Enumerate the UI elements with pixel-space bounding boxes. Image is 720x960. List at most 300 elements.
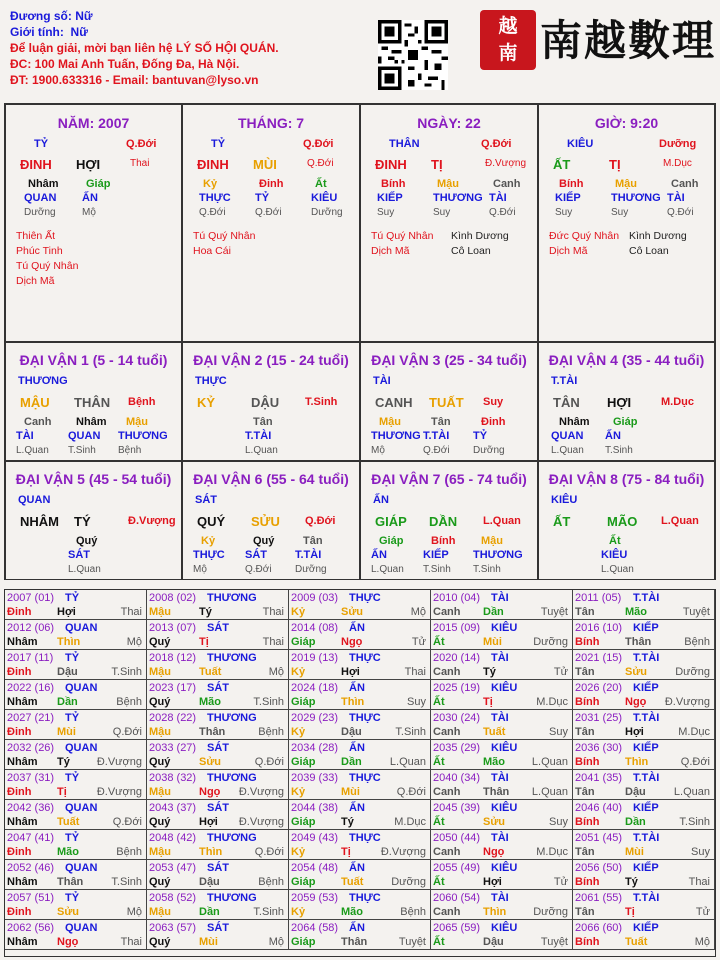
hidden-phase: Mộ	[82, 207, 96, 218]
owner-label: Đương số:	[10, 9, 72, 23]
dai-van-tail: T.Sinh	[305, 396, 338, 408]
chart-grid	[4, 103, 716, 580]
year-branch: Dần	[341, 756, 362, 768]
year-cell	[5, 680, 147, 710]
year-phase: Mộ	[410, 606, 426, 618]
header-line-3: Để luận giải, mời bạn liên hệ LÝ SỐ HỘI QUÁN.	[10, 41, 279, 55]
year-phase: Đ.Vượng	[380, 846, 426, 858]
year-god: T.TÀI	[633, 592, 660, 604]
year-branch: Ngọ	[199, 786, 221, 798]
hidden-god: SÁT	[68, 549, 90, 561]
year-label: 2034 (28)	[291, 742, 339, 754]
year-god: KIẾP	[633, 922, 659, 934]
year-stem: Nhâm	[7, 756, 38, 768]
year-stem: Nhâm	[7, 816, 38, 828]
hidden-god: TÀI	[489, 192, 507, 204]
year-stem: Nhâm	[7, 876, 38, 888]
year-god: KIẾP	[633, 682, 659, 694]
year-phase: Q.Đới	[396, 786, 426, 798]
year-label: 2050 (44)	[433, 832, 481, 844]
year-stem: Canh	[433, 726, 461, 738]
year-god: THỰC	[349, 892, 381, 904]
year-branch: Dần	[199, 906, 220, 918]
year-phase: Q.Đới	[112, 726, 142, 738]
year-stem: Ất	[433, 696, 445, 708]
hidden-phase: Q.Đới	[489, 207, 516, 218]
year-phase: Dưỡng	[675, 666, 710, 678]
dai-van-title: ĐẠI VẬN 2 (15 - 24 tuổi)	[193, 352, 349, 368]
year-phase: Bệnh	[116, 846, 142, 858]
year-label: 2026 (20)	[575, 682, 623, 694]
year-label: 2056 (50)	[575, 862, 623, 874]
pillar-tail: Q.Đới	[126, 138, 157, 150]
dai-van-stem: KỶ	[197, 395, 216, 410]
year-phase: Tuyệt	[682, 606, 710, 618]
year-cell	[5, 920, 147, 950]
year-god: QUAN	[65, 862, 98, 874]
hidden-god: KIÊU	[601, 549, 628, 561]
year-stem: Quý	[149, 756, 171, 768]
year-god: THƯƠNG	[207, 652, 257, 664]
star-label: Tú Quý Nhân	[193, 230, 256, 242]
hidden-phase: Mộ	[371, 445, 385, 456]
pillar-stem: ĐINH	[20, 157, 52, 172]
pillar-cell	[538, 104, 715, 342]
hidden-phase: L.Quan	[551, 445, 584, 456]
year-label: 2064 (58)	[291, 922, 339, 934]
year-stem: Tân	[575, 906, 595, 918]
star-label: Dịch Mã	[371, 245, 410, 257]
year-phase: Dưỡng	[391, 876, 426, 888]
year-cell	[147, 590, 289, 620]
hidden-phase: T.Sinh	[473, 564, 501, 575]
pillar-tail-2: Q.Đới	[307, 158, 334, 169]
hidden-stem: Bính	[559, 178, 584, 190]
year-cell	[147, 710, 289, 740]
dai-van-stem: TÂN	[553, 395, 580, 410]
year-cell	[431, 920, 573, 950]
year-god: TỶ	[65, 592, 80, 604]
year-label: 2045 (39)	[433, 802, 481, 814]
dai-van-stem: ẤT	[553, 514, 571, 529]
hidden-phase: Suy	[433, 207, 451, 218]
year-phase: Bệnh	[258, 876, 284, 888]
dai-van-god: THỰC	[195, 375, 227, 387]
year-branch: Sửu	[341, 606, 364, 618]
year-stem: Bính	[575, 696, 600, 708]
year-stem: Tân	[575, 666, 595, 678]
year-branch: Thìn	[199, 846, 223, 858]
pillar-branch: TỊ	[431, 157, 443, 172]
year-branch: Thân	[625, 636, 652, 648]
year-branch: Thìn	[57, 636, 81, 648]
year-stem: Đinh	[7, 606, 32, 618]
year-label: 2047 (41)	[7, 832, 55, 844]
year-stem: Giáp	[291, 876, 316, 888]
year-cell	[289, 770, 431, 800]
year-phase: Thai	[404, 666, 426, 678]
header-line-1	[10, 8, 370, 24]
year-god: SÁT	[207, 802, 229, 814]
hidden-stem: Quý	[76, 535, 98, 547]
star-label: Thiên Ất	[16, 230, 56, 242]
year-cell	[147, 860, 289, 890]
year-branch: Hợi	[341, 666, 360, 678]
year-label: 2048 (42)	[149, 832, 197, 844]
year-god: THƯƠNG	[207, 892, 257, 904]
year-stem: Quý	[149, 816, 171, 828]
year-cell	[147, 740, 289, 770]
header-line-4: ĐC: 100 Mai Anh Tuấn, Đống Đa, Hà Nội.	[10, 57, 240, 71]
hidden-god: T.TÀI	[295, 549, 322, 561]
year-phase: Tuyệt	[540, 936, 568, 948]
year-stem: Bính	[575, 636, 600, 648]
year-branch: Hợi	[625, 726, 644, 738]
year-branch: Hợi	[199, 816, 218, 828]
year-god: THƯƠNG	[207, 592, 257, 604]
hidden-phase: T.Sinh	[68, 445, 96, 456]
year-god: TÀI	[491, 592, 509, 604]
year-stem: Nhâm	[7, 696, 38, 708]
gender-value: Nữ	[70, 25, 88, 39]
year-god: TỶ	[65, 832, 80, 844]
year-label: 2021 (15)	[575, 652, 623, 664]
year-branch: Tuất	[57, 816, 80, 828]
year-stem: Đinh	[7, 906, 32, 918]
year-god: THỰC	[349, 592, 381, 604]
dai-van-tail: Đ.Vượng	[128, 515, 176, 527]
year-cell	[573, 890, 715, 920]
dai-van-tail: M.Dục	[661, 396, 694, 408]
star-label: Phúc Tinh	[16, 245, 63, 257]
year-phase: T.Sinh	[679, 816, 710, 828]
star-label: Tú Quý Nhân	[371, 230, 434, 242]
year-cell	[573, 680, 715, 710]
star-label: Cô Loan	[451, 245, 491, 257]
hidden-god: KIẾP	[555, 192, 581, 204]
star-label: Kình Dương	[629, 230, 687, 242]
year-phase: Bệnh	[684, 636, 710, 648]
year-stem: Quý	[149, 636, 171, 648]
year-branch: Thìn	[625, 756, 649, 768]
pillar-cell	[182, 104, 360, 342]
year-label: 2059 (53)	[291, 892, 339, 904]
year-label: 2013 (07)	[149, 622, 197, 634]
dai-van-tail: L.Quan	[483, 515, 521, 527]
year-stem: Bính	[575, 756, 600, 768]
year-stem: Ất	[433, 636, 445, 648]
dai-van-god: KIÊU	[551, 494, 578, 506]
year-cell	[573, 590, 715, 620]
dai-van-stem: NHÂM	[20, 514, 59, 529]
pillar-god: KIÊU	[567, 138, 594, 150]
year-stem: Canh	[433, 846, 461, 858]
year-god: TỶ	[65, 772, 80, 784]
hidden-stem: Ất	[609, 535, 621, 547]
year-label: 2058 (52)	[149, 892, 197, 904]
hidden-phase: Q.Đới	[245, 564, 272, 575]
year-stem: Kỷ	[291, 906, 306, 918]
hidden-stem: Giáp	[379, 535, 404, 547]
year-label: 2008 (02)	[149, 592, 197, 604]
year-stem: Quý	[149, 876, 171, 888]
year-label: 2029 (23)	[291, 712, 339, 724]
year-phase: Q.Đới	[254, 846, 284, 858]
year-label: 2035 (29)	[433, 742, 481, 754]
year-cell	[573, 770, 715, 800]
star-label: Hoa Cái	[193, 245, 231, 257]
year-cell	[431, 680, 573, 710]
year-label: 2066 (60)	[575, 922, 623, 934]
hidden-stem: Đinh	[481, 416, 506, 428]
hidden-stem: Giáp	[613, 416, 638, 428]
hidden-god: TỶ	[473, 430, 488, 442]
year-cell	[289, 590, 431, 620]
dai-van-title: ĐẠI VẬN 7 (65 - 74 tuổi)	[371, 471, 527, 487]
year-cell	[431, 620, 573, 650]
pillar-branch: MÙI	[253, 157, 277, 172]
year-branch: Thân	[57, 876, 84, 888]
pillar-tail: Dưỡng	[659, 138, 697, 150]
hidden-stem: Tân	[431, 416, 451, 428]
dai-van-god: TÀI	[373, 375, 391, 387]
hidden-stem: Kỷ	[201, 535, 216, 547]
year-branch: Hợi	[483, 876, 502, 888]
hidden-phase: L.Quan	[601, 564, 634, 575]
year-cell	[431, 830, 573, 860]
year-cell	[147, 800, 289, 830]
year-label: 2007 (01)	[7, 592, 55, 604]
year-phase: Mộ	[268, 666, 284, 678]
year-phase: Bệnh	[258, 726, 284, 738]
year-god: THỰC	[349, 712, 381, 724]
hidden-god: TỶ	[255, 192, 270, 204]
year-phase: T.Sinh	[111, 876, 142, 888]
header-line-5: ĐT: 1900.633316 - Email: bantuvan@lyso.vn	[10, 73, 259, 87]
year-phase: T.Sinh	[253, 906, 284, 918]
year-cell	[5, 740, 147, 770]
year-label: 2010 (04)	[433, 592, 481, 604]
year-label: 2061 (55)	[575, 892, 623, 904]
year-label: 2039 (33)	[291, 772, 339, 784]
year-god: KIẾP	[633, 742, 659, 754]
dai-van-tail: Q.Đới	[305, 515, 336, 527]
year-god: SÁT	[207, 622, 229, 634]
hidden-phase: Mộ	[193, 564, 207, 575]
dai-van-tail: Bệnh	[128, 396, 156, 408]
hidden-god: T.TÀI	[423, 430, 450, 442]
dai-van-stem: CANH	[375, 395, 413, 410]
year-stem: Mậu	[149, 786, 171, 798]
year-label: 2018 (12)	[149, 652, 197, 664]
year-label: 2055 (49)	[433, 862, 481, 874]
pillar-title: THÁNG: 7	[237, 115, 305, 131]
star-row	[549, 229, 687, 244]
year-label: 2053 (47)	[149, 862, 197, 874]
year-branch: Dậu	[341, 726, 362, 738]
hidden-phase: L.Quan	[68, 564, 101, 575]
dai-van-stem: GIÁP	[375, 514, 407, 529]
year-branch: Dậu	[199, 876, 220, 888]
pillar-cell	[360, 104, 538, 342]
year-stem: Đinh	[7, 846, 32, 858]
year-cell	[431, 770, 573, 800]
year-god: TÀI	[491, 652, 509, 664]
year-branch: Mùi	[57, 726, 76, 738]
pillar-title: NGÀY: 22	[417, 115, 481, 131]
dai-van-cell	[5, 342, 182, 461]
year-god: QUAN	[65, 922, 98, 934]
hidden-phase: L.Quan	[16, 445, 49, 456]
year-label: 2023 (17)	[149, 682, 197, 694]
year-stem: Bính	[575, 876, 600, 888]
year-label: 2031 (25)	[575, 712, 623, 724]
hidden-stem: Nhâm	[76, 416, 107, 428]
year-stem: Kỷ	[291, 666, 306, 678]
hidden-stem: Mậu	[379, 416, 401, 428]
year-god: THƯƠNG	[207, 832, 257, 844]
hidden-stem: Quý	[253, 535, 275, 547]
year-cell	[573, 650, 715, 680]
year-god: KIÊU	[491, 742, 518, 754]
year-phase: Mộ	[126, 906, 142, 918]
year-god: SÁT	[207, 922, 229, 934]
year-branch: Tý	[341, 816, 354, 828]
year-god: T.TÀI	[633, 832, 660, 844]
year-phase: Đ.Vượng	[238, 816, 284, 828]
year-god: KIÊU	[491, 802, 518, 814]
hidden-stem: Bính	[431, 535, 456, 547]
year-label: 2024 (18)	[291, 682, 339, 694]
year-cell	[573, 800, 715, 830]
hidden-god: ẤN	[605, 430, 621, 442]
dai-van-branch: HỢI	[607, 395, 632, 410]
year-branch: Ngọ	[625, 696, 647, 708]
year-god: T.TÀI	[633, 892, 660, 904]
dai-van-branch: MÃO	[607, 514, 638, 529]
year-stem: Canh	[433, 786, 461, 798]
dai-van-cell	[182, 461, 360, 580]
hidden-phase: Dưỡng	[473, 445, 505, 456]
year-stem: Mậu	[149, 666, 171, 678]
dai-van-title: ĐẠI VẬN 1 (5 - 14 tuổi)	[19, 352, 168, 368]
owner-value: Nữ	[75, 9, 93, 23]
year-god: T.TÀI	[633, 712, 660, 724]
year-god: KIẾP	[633, 622, 659, 634]
dai-van-god: THƯƠNG	[18, 375, 68, 387]
year-cell	[573, 860, 715, 890]
year-label: 2038 (32)	[149, 772, 197, 784]
year-branch: Tý	[483, 666, 496, 678]
dai-van-branch: TUẤT	[429, 395, 464, 410]
year-cell	[289, 830, 431, 860]
year-phase: Đ.Vượng	[96, 786, 142, 798]
year-god: TÀI	[491, 712, 509, 724]
year-phase: L.Quan	[389, 756, 426, 768]
hidden-phase: T.Sinh	[605, 445, 633, 456]
year-branch: Thân	[341, 936, 368, 948]
year-phase: Thai	[262, 636, 284, 648]
year-cell	[5, 830, 147, 860]
year-cell	[5, 590, 147, 620]
dai-van-branch: SỬU	[251, 514, 280, 529]
year-stem: Giáp	[291, 816, 316, 828]
dai-van-title: ĐẠI VẬN 5 (45 - 54 tuổi)	[15, 471, 172, 487]
year-label: 2046 (40)	[575, 802, 623, 814]
pillar-title: GIỜ: 9:20	[594, 115, 659, 131]
year-stem: Giáp	[291, 696, 316, 708]
year-stem: Canh	[433, 606, 461, 618]
year-phase: M.Dục	[536, 846, 568, 858]
hidden-stem: Mậu	[615, 178, 637, 190]
year-god: T.TÀI	[633, 772, 660, 784]
hidden-stem: Mậu	[126, 416, 148, 428]
header-line-2	[10, 24, 370, 40]
year-cell	[289, 800, 431, 830]
star-label: Kình Dương	[451, 230, 509, 242]
dai-van-stem: MẬU	[20, 395, 50, 410]
year-cell	[431, 800, 573, 830]
qr-code-icon[interactable]	[378, 20, 448, 90]
dai-van-god: ẤN	[373, 494, 389, 506]
star-label: Đức Quý Nhân	[549, 230, 620, 242]
year-branch: Mão	[483, 756, 505, 768]
year-cell	[431, 890, 573, 920]
year-phase: Thai	[262, 606, 284, 618]
hidden-stem: Kỷ	[203, 178, 218, 190]
year-label: 2037 (31)	[7, 772, 55, 784]
year-cell	[147, 920, 289, 950]
dai-van-branch: DẬU	[251, 395, 280, 410]
year-cell	[289, 920, 431, 950]
year-god: QUAN	[65, 742, 98, 754]
year-god: ẤN	[349, 922, 365, 934]
year-label: 2015 (09)	[433, 622, 481, 634]
hidden-stem: Ất	[315, 178, 327, 190]
year-branch: Hợi	[57, 606, 76, 618]
year-branch: Dậu	[483, 936, 504, 948]
hidden-stem: Nhâm	[559, 416, 590, 428]
year-stem: Nhâm	[7, 936, 38, 948]
year-stem: Mậu	[149, 846, 171, 858]
year-label: 2014 (08)	[291, 622, 339, 634]
year-branch: Thân	[483, 786, 510, 798]
year-branch: Tý	[625, 876, 638, 888]
dai-van-god: SÁT	[195, 494, 217, 506]
year-god: TÀI	[491, 892, 509, 904]
year-stem: Tân	[575, 846, 595, 858]
dai-van-stem: QUÝ	[197, 514, 226, 529]
pillar-branch: TỊ	[609, 157, 621, 172]
year-cell	[147, 830, 289, 860]
year-phase: Q.Đới	[112, 816, 142, 828]
year-label: 2049 (43)	[291, 832, 339, 844]
year-phase: L.Quan	[531, 786, 568, 798]
year-stem: Ất	[433, 876, 445, 888]
hidden-god: QUAN	[68, 430, 101, 442]
pillar-stem: ẤT	[553, 157, 571, 172]
pillar-tail-2: M.Dục	[663, 158, 692, 169]
hidden-god: THƯƠNG	[611, 192, 661, 204]
year-branch: Mão	[341, 906, 363, 918]
year-label: 2020 (14)	[433, 652, 481, 664]
year-cell	[5, 710, 147, 740]
year-label: 2065 (59)	[433, 922, 481, 934]
year-phase: L.Quan	[531, 756, 568, 768]
year-label: 2032 (26)	[7, 742, 55, 754]
hidden-god: THỰC	[193, 549, 225, 561]
hidden-god: SÁT	[245, 549, 267, 561]
